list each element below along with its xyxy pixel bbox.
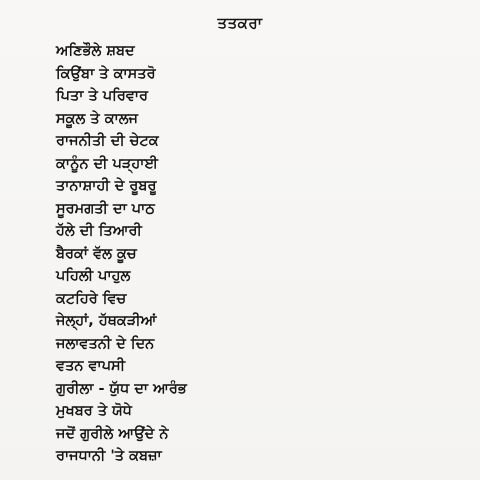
- toc-entry-15: ਵਤਨ ਵਾਪਸੀ: [56, 358, 126, 374]
- toc-entry-9: ਹੱਲੇ ਦੀ ਤਿਆਰੀ: [56, 223, 142, 239]
- toc-entry-2: ਕਿਉਂਬਾ ਤੇ ਕਾਸਤਰੋ: [56, 65, 156, 82]
- toc-entry-5: ਰਾਜਨੀਤੀ ਦੀ ਚੇਟਕ: [56, 133, 159, 149]
- toc-entry-12: ਕਟਹਿਰੇ ਵਿਚ: [56, 290, 127, 307]
- toc-entry-18: ਜਦੋਂ ਗੁਰੀਲੇ ਆਉਂਦੇ ਨੇ: [56, 425, 169, 442]
- table-of-contents: [56, 40, 187, 468]
- page-title: ਤਤਕਰਾ: [217, 14, 263, 32]
- toc-entry-11: ਪਹਿਲੀ ਪਾਹੁਲ: [56, 268, 131, 284]
- toc-entry-10: ਬੈਰਕਾਂ ਵੱਲ ਕੂਚ: [56, 245, 137, 262]
- toc-entry-13: ਜੇਲ੍ਹਾਂ, ਹੱਥਕੜੀਆਂ: [56, 313, 157, 329]
- toc-entry-3: ਪਿਤਾ ਤੇ ਪਰਿਵਾਰ: [56, 88, 149, 104]
- toc-entry-4: ਸਕੂਲ ਤੇ ਕਾਲਜ: [56, 110, 139, 127]
- toc-entry-14: ਜਲਾਵਤਨੀ ਦੇ ਦਿਨ: [56, 335, 155, 352]
- toc-entry-16: ਗੁਰੀਲਾ - ਯੁੱਧ ਦਾ ਆਰੰਭ: [56, 380, 187, 397]
- toc-entry-6: ਕਾਨੂੰਨ ਦੀ ਪੜ੍ਹਾਈ: [56, 155, 158, 172]
- toc-entry-1: ਅਣਿਭੌਲੇ ਸ਼ਬਦ: [56, 43, 135, 59]
- toc-entry-17: ਮੁਖਬਰ ਤੇ ਯੋਧੇ: [56, 403, 132, 419]
- toc-entry-19: ਰਾਜਧਾਨੀ 'ਤੇ ਕਬਜ਼ਾ: [56, 448, 162, 464]
- toc-entry-8: ਸੂਰਮਗਤੀ ਦਾ ਪਾਠ: [56, 200, 155, 217]
- toc-entry-7: ਤਾਨਾਸ਼ਾਹੀ ਦੇ ਰੂਬਰੂ: [56, 178, 157, 194]
